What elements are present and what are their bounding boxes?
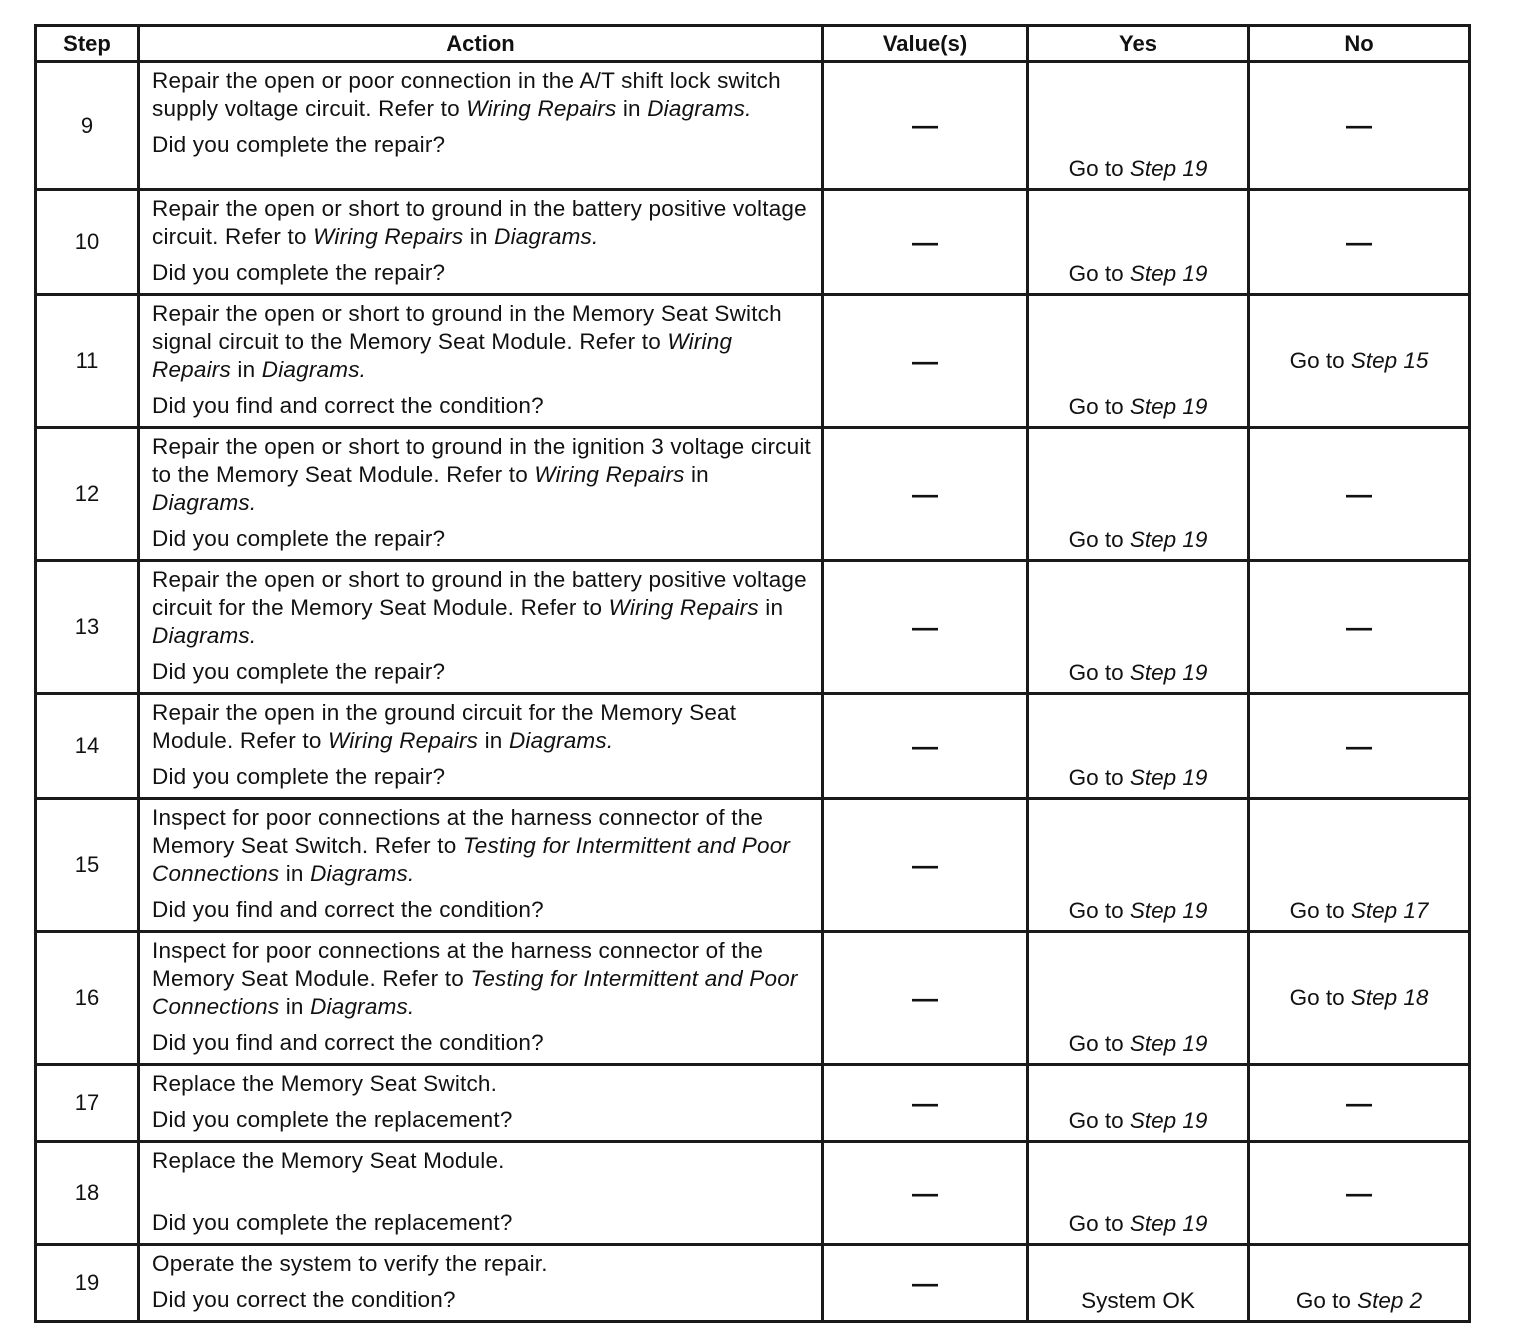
no-cell: — [1249,561,1470,694]
step-number: 16 [36,932,139,1065]
diagnostic-table [34,24,1471,1323]
yes-cell: Go to Step 19 [1028,1065,1249,1142]
action-question: Did you complete the replacement? [152,1210,513,1235]
action-text: Operate the system to verify the repair. [152,1251,548,1276]
table-row [36,1142,1470,1245]
no-cell: — [1249,62,1470,190]
action-cell [139,1142,823,1245]
table-row [36,932,1470,1065]
yes-cell: Go to Step 19 [1028,295,1249,428]
action-cell [139,190,823,295]
action-cell [139,799,823,932]
table-row [36,799,1470,932]
step-number: 12 [36,428,139,561]
step-number: 18 [36,1142,139,1245]
value-cell: — [823,190,1028,295]
action-text: Inspect for poor connections at the harness connector of the Memory Seat Module. Refer to Testing for Intermittent and Poor Connections in Diagrams. [152,938,798,1019]
yes-cell: Go to Step 19 [1028,1142,1249,1245]
action-cell [139,295,823,428]
step-number: 11 [36,295,139,428]
table-row [36,1245,1470,1322]
action-text: Replace the Memory Seat Module. [152,1148,505,1173]
no-cell: Go to Step 2 [1249,1245,1470,1322]
action-cell [139,932,823,1065]
action-question: Did you find and correct the condition? [152,393,544,418]
yes-cell: Go to Step 19 [1028,428,1249,561]
header-step: Step [36,26,139,62]
action-question: Did you find and correct the condition? [152,897,544,922]
table-row [36,561,1470,694]
action-text: Repair the open or short to ground in the battery positive voltage circuit for the Memory Seat Module. Refer to Wiring Repairs in Diagrams. [152,567,807,648]
step-number: 14 [36,694,139,799]
action-question: Did you complete the repair? [152,526,446,551]
no-cell: Go to Step 17 [1249,799,1470,932]
action-question: Did you correct the condition? [152,1287,456,1312]
value-cell: — [823,1142,1028,1245]
table-row [36,62,1470,190]
action-text: Repair the open or short to ground in the ignition 3 voltage circuit to the Memory Seat Module. Refer to Wiring Repairs in Diagrams. [152,434,811,515]
no-cell: — [1249,190,1470,295]
yes-cell: Go to Step 19 [1028,561,1249,694]
yes-cell: Go to Step 19 [1028,190,1249,295]
value-cell: — [823,1065,1028,1142]
value-cell: — [823,694,1028,799]
value-cell: — [823,1245,1028,1322]
value-cell: — [823,561,1028,694]
value-cell: — [823,932,1028,1065]
step-number: 10 [36,190,139,295]
step-number: 9 [36,62,139,190]
header-row [36,26,1470,62]
value-cell: — [823,799,1028,932]
no-cell: Go to Step 15 [1249,295,1470,428]
value-cell: — [823,62,1028,190]
header-yes: Yes [1028,26,1249,62]
yes-cell: Go to Step 19 [1028,799,1249,932]
action-question: Did you complete the replacement? [152,1107,513,1132]
action-text: Repair the open or poor connection in the A/T shift lock switch supply voltage circuit. Refer to Wiring Repairs in Diagrams. [152,68,781,121]
yes-cell: Go to Step 19 [1028,694,1249,799]
table-row [36,1065,1470,1142]
step-number: 13 [36,561,139,694]
no-cell: — [1249,1065,1470,1142]
action-text: Replace the Memory Seat Switch. [152,1071,498,1096]
no-cell: Go to Step 18 [1249,932,1470,1065]
action-question: Did you complete the repair? [152,132,446,157]
step-number: 17 [36,1065,139,1142]
action-cell [139,428,823,561]
no-cell: — [1249,1142,1470,1245]
action-text: Repair the open or short to ground in the battery positive voltage circuit. Refer to Wiring Repairs in Diagrams. [152,196,807,249]
header-values: Value(s) [823,26,1028,62]
table-row [36,190,1470,295]
value-cell: — [823,428,1028,561]
yes-cell: Go to Step 19 [1028,932,1249,1065]
action-question: Did you complete the repair? [152,659,446,684]
action-text: Repair the open in the ground circuit for the Memory Seat Module. Refer to Wiring Repairs in Diagrams. [152,700,737,753]
action-cell [139,62,823,190]
action-cell [139,1065,823,1142]
step-number: 19 [36,1245,139,1322]
yes-cell: Go to Step 19 [1028,62,1249,190]
action-cell [139,561,823,694]
action-question: Did you complete the repair? [152,260,446,285]
action-text: Inspect for poor connections at the harness connector of the Memory Seat Switch. Refer to Testing for Intermittent and Poor Connections in Diagrams. [152,805,791,886]
no-cell: — [1249,694,1470,799]
table-row [36,295,1470,428]
action-cell [139,1245,823,1322]
yes-cell: System OK [1028,1245,1249,1322]
action-text: Repair the open or short to ground in the Memory Seat Switch signal circuit to the Memory Seat Module. Refer to Wiring Repairs in Diagrams. [152,301,782,382]
action-question: Did you complete the repair? [152,764,446,789]
header-action: Action [139,26,823,62]
action-cell [139,694,823,799]
step-number: 15 [36,799,139,932]
table-row [36,694,1470,799]
action-question: Did you find and correct the condition? [152,1030,544,1055]
header-no: No [1249,26,1470,62]
table-row [36,428,1470,561]
no-cell: — [1249,428,1470,561]
table-body [36,62,1470,1322]
value-cell: — [823,295,1028,428]
